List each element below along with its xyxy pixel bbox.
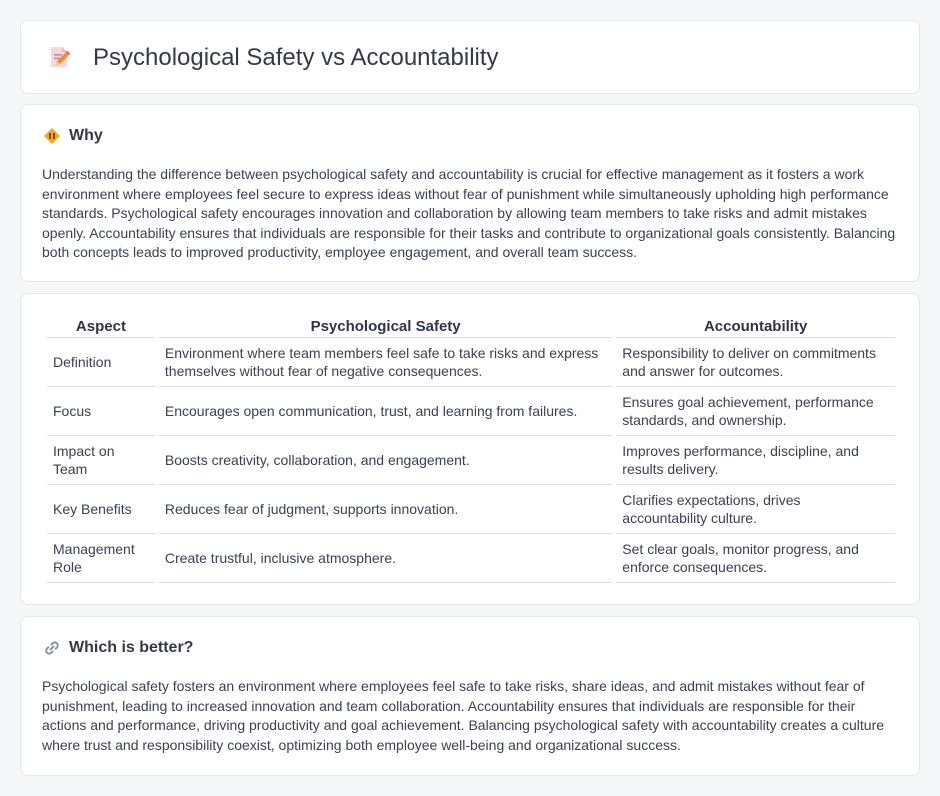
- comparison-section: [20, 293, 920, 605]
- why-heading: [43, 127, 103, 145]
- accountability-cell: Responsibility to deliver on commitments and answer for outcomes.: [616, 338, 895, 387]
- aspect-cell: Management Role: [47, 534, 155, 583]
- table-row: [47, 436, 895, 485]
- accountability-cell: Ensures goal achievement, performance standards, and ownership.: [616, 387, 895, 436]
- aspect-cell: Definition: [47, 338, 155, 387]
- header-card: [20, 20, 920, 94]
- diamond-warning-icon: [43, 127, 61, 145]
- why-section: [20, 104, 920, 282]
- aspect-cell: Key Benefits: [47, 485, 155, 534]
- accountability-cell: Set clear goals, monitor progress, and enforce consequences.: [616, 534, 895, 583]
- table-header-row: [47, 316, 895, 338]
- better-heading: [43, 639, 193, 657]
- link-icon: [43, 639, 61, 657]
- table-row: [47, 387, 895, 436]
- why-text: Understanding the difference between psychological safety and accountability is crucial for effective management as it fosters a work environment where employees feel secure to express ideas without fear of punishment while simultaneously upholding high performance standards. Psychological safety encourages innovation and collaboration by allowing team members to take risks and admit mistakes openly. Accountability ensures that individuals are responsible for their tasks and contribute to organizational goals consistently. Balancing both concepts leads to improved productivity, employee engagement, and overall team success.: [42, 166, 896, 261]
- page-title: Psychological Safety vs Accountability: [93, 44, 499, 71]
- header-accountability: Accountability: [616, 316, 895, 338]
- table-row: [47, 338, 895, 387]
- header-psychological-safety: Psychological Safety: [159, 316, 612, 338]
- psychological-safety-cell: Boosts creativity, collaboration, and engagement.: [159, 436, 612, 485]
- header-aspect: Aspect: [47, 316, 155, 338]
- better-title: Which is better?: [69, 639, 194, 656]
- psychological-safety-cell: Encourages open communication, trust, and learning from failures.: [159, 387, 612, 436]
- comparison-table: [43, 316, 899, 583]
- why-title: Why: [69, 127, 103, 144]
- document-pencil-icon: [47, 45, 71, 69]
- aspect-cell: Focus: [47, 387, 155, 436]
- accountability-cell: Clarifies expectations, drives accountability culture.: [616, 485, 895, 534]
- psychological-safety-cell: Environment where team members feel safe to take risks and express themselves without fear of negative consequences.: [159, 338, 612, 387]
- table-row: [47, 534, 895, 583]
- which-is-better-section: [20, 616, 920, 776]
- psychological-safety-cell: Create trustful, inclusive atmosphere.: [159, 534, 612, 583]
- table-row: [47, 485, 895, 534]
- aspect-cell: Impact on Team: [47, 436, 155, 485]
- accountability-cell: Improves performance, discipline, and results delivery.: [616, 436, 895, 485]
- better-text: Psychological safety fosters an environment where employees feel safe to take risks, share ideas, and admit mistakes without fear of punishment, leading to increased innovation and team collaboration. Accountability ensures that individuals are responsible for their actions and performance, driving productivity and goal achievement. Balancing psychological safety with accountability creates a culture where trust and responsibility coexist, optimizing both employee well-being and organizational success.: [42, 678, 885, 753]
- psychological-safety-cell: Reduces fear of judgment, supports innovation.: [159, 485, 612, 534]
